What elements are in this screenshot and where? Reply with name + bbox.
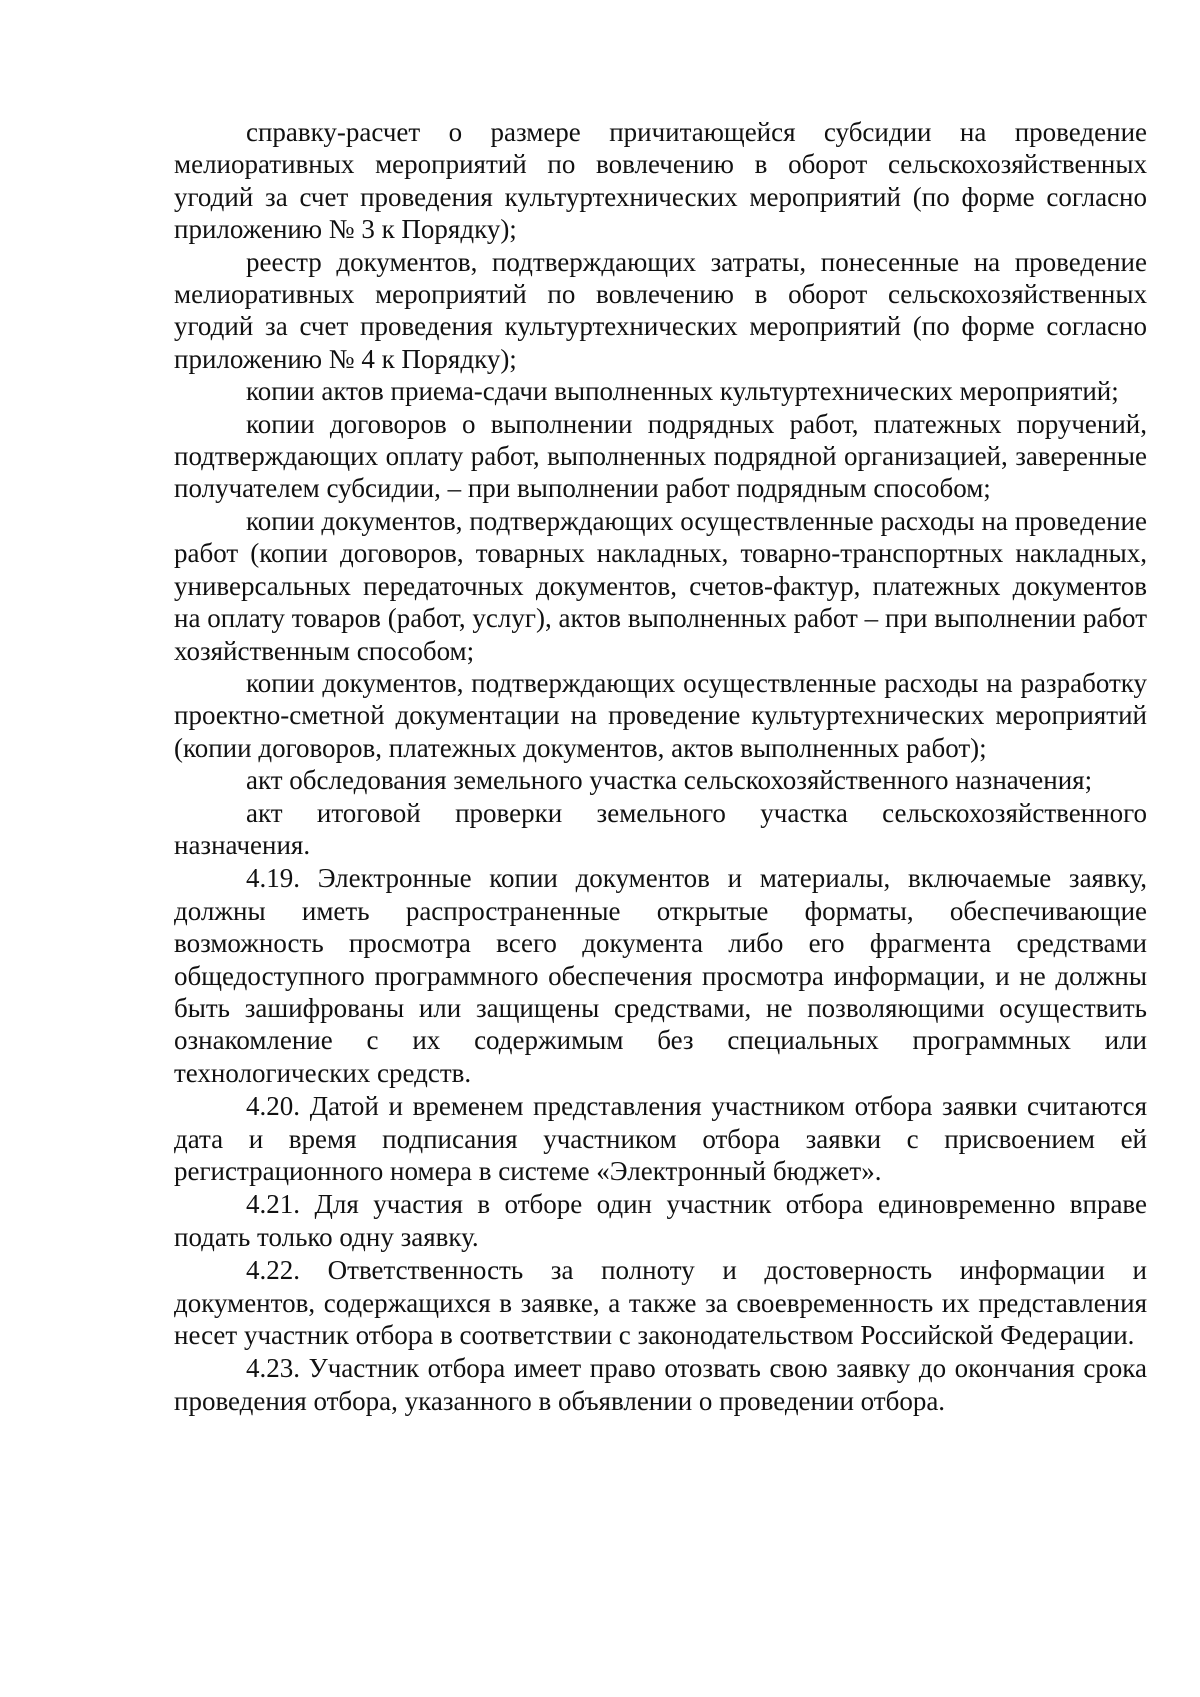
clause-4-22 [174,1254,1147,1351]
list-item-cost-register: реестр документов, подтверждающих затраты, понесенные на проведение мелиоративных мероприятий по вовлечению в оборот сельскохозяйственных угодий за счет проведения культуртехнических мероприятий (по форме согласно приложению № 4 к Порядку); [174,246,1147,374]
document-body [174,116,1147,1417]
clause-text: Датой и временем представления участником отбора заявки считаются дата и время подписания участником отбора заявки с присвоением ей регистрационного номера в системе «Электронный бюджет». [174,1091,1147,1186]
clause-text: Электронные копии документов и материалы, включаемые заявку, должны иметь распространенные открытые форматы, обеспечивающие возможность просмотра всего документа либо его фрагмента средствами общедоступного программного обеспечения просмотра информации, и не должны быть зашифрованы или защищены средствами, не позволяющими осуществить ознакомление с их содержимым без специальных программных или технологических средств. [174,863,1148,1088]
list-item-design-documents: копии документов, подтверждающих осуществленные расходы на разработку проектно-сметной документации на проведение культуртехнических мероприятий (копии договоров, платежных документов, актов выполненных работ); [174,667,1147,763]
clause-4-23 [174,1352,1147,1417]
clause-4-20 [174,1090,1147,1187]
clause-text: Ответственность за полноту и достоверность информации и документов, содержащихся в заявке, а также за своевременность их представления несет участник отбора в соответствии с законодательством Российской Федерации. [174,1255,1147,1351]
clause-4-19 [174,862,1147,1089]
clause-number: 4.20. [246,1091,300,1122]
list-item-final-inspection-act: акт итоговой проверки земельного участка сельскохозяйственного назначения. [174,797,1147,860]
list-item-contract-copies: копии договоров о выполнении подрядных работ, платежных поручений, подтверждающих оплату работ, выполненных подрядной организацией, заверенные получателем субсидии, – при выполнении работ подрядным способом; [174,408,1147,504]
clause-number: 4.22. [246,1255,300,1286]
list-item-expense-documents: копии документов, подтверждающих осуществленные расходы на проведение работ (копии договоров, товарных накладных, товарно-транспортных накладных, универсальных передаточных документов, счетов-фактур, платежных документов на оплату товаров (работ, услуг), актов выполненных работ – при выполнении работ хозяйственным способом; [174,505,1147,666]
clause-text: Для участия в отборе один участник отбора единовременно вправе подать только одну заявку. [174,1189,1148,1252]
list-item-subsidy-calculation: справку-расчет о размере причитающейся субсидии на проведение мелиоративных мероприятий по вовлечению в оборот сельскохозяйственных угодий за счет проведения культуртехнических мероприятий (по форме согласно приложению № 3 к Порядку); [174,117,1147,245]
clause-text: Участник отбора имеет право отозвать свою заявку до окончания срока проведения отбора, указанного в объявлении о проведении отбора. [174,1353,1148,1416]
clause-4-21 [174,1188,1147,1253]
clause-number: 4.21. [246,1189,300,1220]
list-item-acceptance-acts: копии актов приема-сдачи выполненных культуртехнических мероприятий; [246,376,1119,407]
list-item-inspection-act: акт обследования земельного участка сельскохозяйственного назначения; [246,765,1093,796]
clause-number: 4.23. [246,1353,300,1384]
clause-number: 4.19. [246,863,300,894]
